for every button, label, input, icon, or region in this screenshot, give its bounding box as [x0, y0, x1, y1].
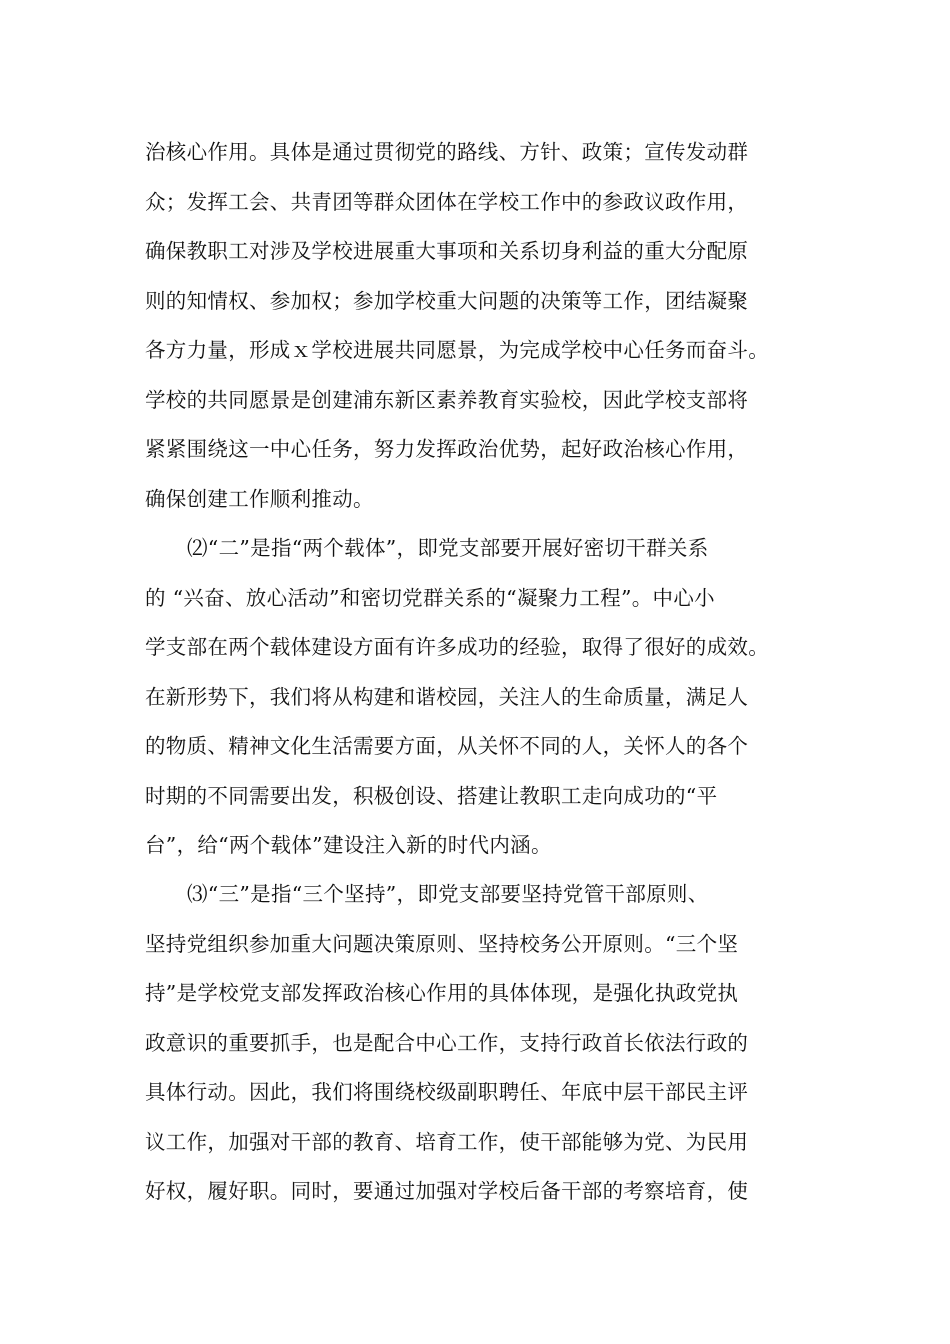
- paragraph-line: 确保教职工对涉及学校进展重大事项和关系切身利益的重大分配原: [145, 239, 749, 263]
- paragraph-line: 确保创建工作顺利推动。: [145, 486, 374, 511]
- paragraph-line: 政意识的重要抓手，也是配合中心工作，支持行政首长依法行政的: [145, 1030, 749, 1055]
- paragraph-3: [145, 870, 825, 1217]
- paragraph-line: 时期的不同需要出发，积极创设、搭建让教职工走向成功的“平: [145, 783, 718, 808]
- paragraph-line: 众；发挥工会、共青团等群众团体在学校工作中的参政议政作用，: [145, 189, 749, 214]
- paragraph-line: 议工作，加强对干部的教育、培育工作，使干部能够为党、为民用: [145, 1129, 749, 1154]
- paragraph-line: ⑵“二”是指“两个载体”，即党支部要开展好密切干群关系: [187, 536, 709, 560]
- paragraph-line: 治核心作用。具体是通过贯彻党的路线、方针、政策；宣传发动群: [145, 140, 749, 164]
- paragraph-line: 则的知情权、参加权；参加学校重大问题的决策等工作，团结凝聚: [145, 288, 749, 313]
- paragraph-line: 学支部在两个载体建设方面有许多成功的经验，取得了很好的成效。: [145, 635, 769, 659]
- paragraph-line: 好权，履好职。同时，要通过加强对学校后备干部的考察培育，使: [145, 1179, 749, 1203]
- paragraph-line: 学校的共同愿景是创建浦东新区素养教育实验校，因此学校支部将: [145, 387, 749, 412]
- paragraph-line: 台”，给“两个载体”建设注入新的时代内涵。: [145, 833, 552, 857]
- paragraph-line: 各方力量，形成ｘ学校进展共同愿景，为完成学校中心任务而奋斗。: [145, 338, 769, 362]
- paragraph-line: 坚持党组织参加重大问题决策原则、坚持校务公开原则。“三个坚: [145, 931, 739, 956]
- paragraph-1: [145, 128, 825, 524]
- paragraph-2: [145, 524, 825, 871]
- paragraph-line: 具体行动。因此，我们将围绕校级副职聘任、年底中层干部民主评: [145, 1080, 749, 1104]
- paragraph-line: 的物质、精神文化生活需要方面，从关怀不同的人，关怀人的各个: [145, 734, 749, 758]
- paragraph-line: 的 “兴奋、放心活动”和密切党群关系的“凝聚力工程”。中心小: [145, 585, 715, 610]
- paragraph-line: 在新形势下，我们将从构建和谐校园，关注人的生命质量，满足人: [145, 684, 749, 709]
- paragraph-line: 持”是学校党支部发挥政治核心作用的具体体现，是强化执政党执: [145, 981, 739, 1005]
- paragraph-line: ⑶“三”是指“三个坚持”，即党支部要坚持党管干部原则、: [187, 882, 709, 906]
- paragraph-line: 紧紧围绕这一中心任务，努力发挥政治优势，起好政治核心作用，: [145, 437, 749, 461]
